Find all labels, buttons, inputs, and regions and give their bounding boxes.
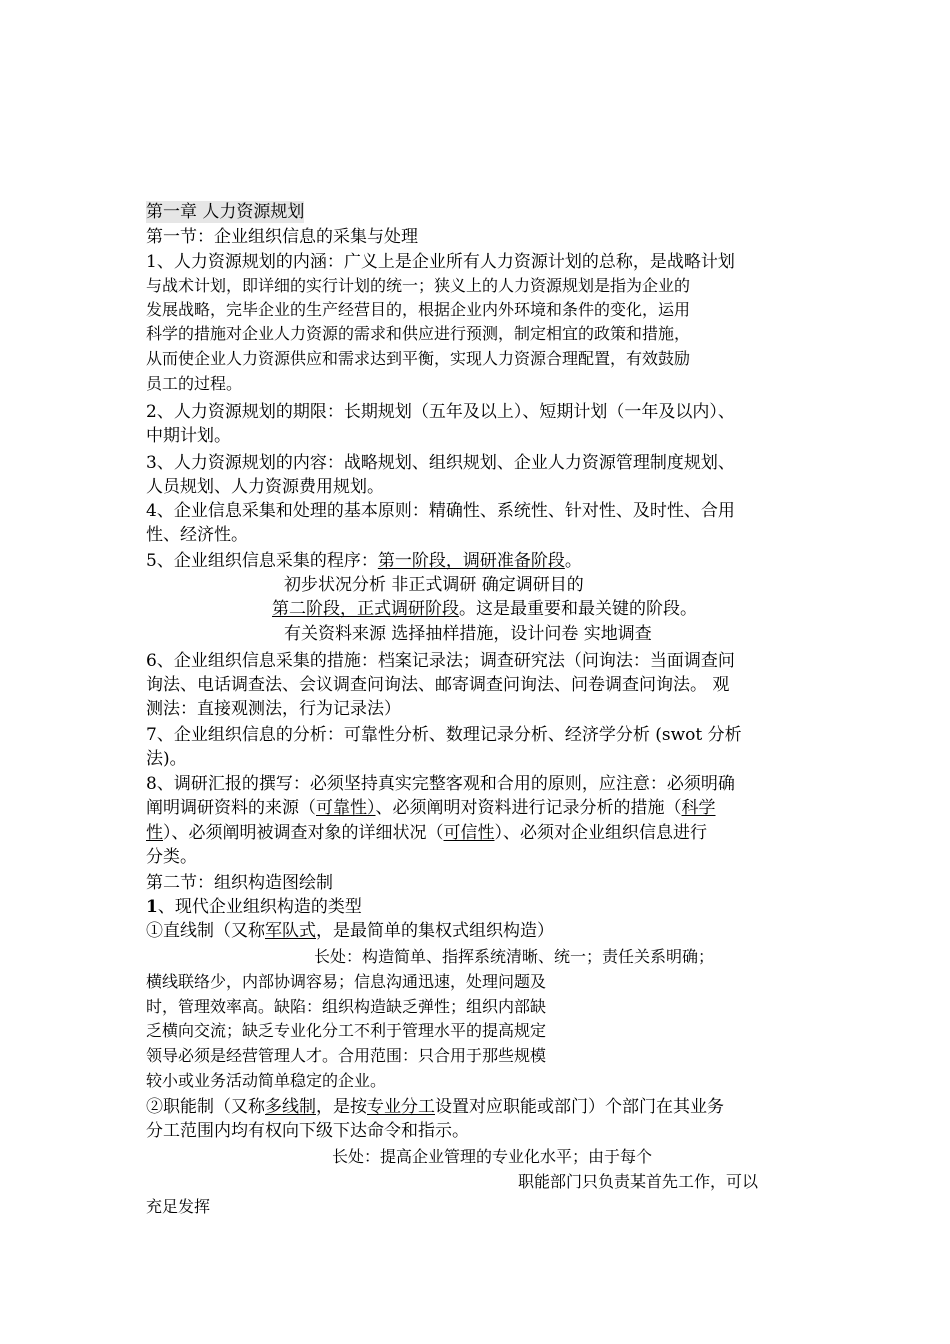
paragraph-line: 较小或业务活动简单稳定的企业。 (146, 1071, 387, 1090)
chapter-title: 第一章 人力资源规划 (146, 202, 305, 222)
paragraph-line: 员工的过程。 (146, 374, 243, 393)
number: 1 (146, 897, 158, 917)
paragraph-line: 从而使企业人力资源供应和需求达到平衡，实现人力资源合理配置，有效鼓励 (146, 349, 691, 368)
paragraph-line: 7、企业组织信息的分析：可靠性分析、数理记录分析、经济学分析 (swot 分析 (146, 725, 742, 745)
paragraph-line: 乏横向交流；缺乏专业化分工不利于管理水平的提高规定 (146, 1021, 547, 1040)
text: 5、企业组织信息采集的程序： (146, 551, 378, 571)
text: ）、必须阐明被调查对象的详细状况（ (163, 823, 444, 843)
underlined-text: 性 (146, 823, 163, 843)
paragraph-line: 中期计划。 (146, 426, 231, 446)
list-item-title (146, 920, 554, 942)
paragraph-line: 3、人力资源规划的内容：战略规划、组织规划、企业人力资源管理制度规划、 (146, 453, 735, 473)
paragraph-line: 性、经济性。 (146, 525, 248, 545)
paragraph-line: 领导必须是经营管理人才。合用范围：只合用于那些规模 (146, 1046, 547, 1065)
paragraph-line: 发展战略，完毕企业的生产经营目的，根据企业内外环境和条件的变化，运用 (146, 300, 691, 319)
text: ①直线制（又称 (146, 921, 265, 941)
stage-steps: 有关资料来源 选择抽样措施，设计问卷 实地调查 (284, 624, 652, 644)
text: ）、必须对企业组织信息进行 (494, 823, 707, 843)
underlined-text: 科学 (681, 798, 716, 818)
paragraph-line (146, 822, 707, 844)
list-item-title (146, 1096, 724, 1118)
paragraph-line: 人员规划、人力资源费用规划。 (146, 477, 384, 497)
paragraph-line: 分类。 (146, 847, 197, 867)
paragraph-line: 横线联络少，内部协调容易；信息沟通迅速，处理问题及 (146, 972, 547, 991)
paragraph-line: 6、企业组织信息采集的措施：档案记录法；调查研究法（问询法：当面调查问 (146, 651, 735, 671)
paragraph-line: 2、人力资源规划的期限：长期规划（五年及以上）、短期计划（一年及以内）、 (146, 402, 735, 422)
underlined-text: 专业分工 (367, 1097, 435, 1117)
underlined-text: 军队式 (265, 921, 316, 941)
text: ②职能制（又称 (146, 1097, 265, 1117)
text: 设置对应职能或部门）个部门在其业务 (435, 1097, 724, 1117)
text: ，是最简单的集权式组织构造） (316, 921, 554, 941)
section-title: 第一节：企业组织信息的采集与处理 (146, 227, 418, 247)
paragraph-line: 长处：提高企业管理的专业化水平；由于每个 (332, 1147, 653, 1166)
underlined-text: 可靠性） (316, 798, 376, 818)
text: 、现代企业组织构造的类型 (157, 897, 362, 917)
text: 阐明调研资料的来源（ (146, 798, 316, 818)
paragraph-line (272, 598, 697, 620)
underlined-text: 多线制 (265, 1097, 316, 1117)
paragraph-line: 1、人力资源规划的内涵：广义上是企业所有人力资源计划的总称，是战略计划 (146, 252, 735, 272)
paragraph-line: 与战术计划，即详细的实行计划的统一；狭义上的人力资源规划是指为企业的 (146, 276, 691, 295)
text: 、必须阐明对资料进行记录分析的措施（ (375, 798, 682, 818)
underlined-text: 第一阶段，调研准备阶段 (377, 551, 565, 571)
paragraph-line: 职能部门只负责某首先工作，可以 (518, 1172, 759, 1191)
stage-steps: 初步状况分析 非正式调研 确定调研目的 (284, 575, 584, 595)
paragraph-line (146, 797, 716, 819)
underlined-text: 可信性 (443, 823, 495, 843)
text: 。这是最重要和最关键的阶段。 (459, 599, 697, 619)
paragraph-line: 4、企业信息采集和处理的基本原则：精确性、系统性、针对性、及时性、合用 (146, 501, 735, 521)
text: ，是按 (316, 1097, 367, 1117)
subsection-title (146, 896, 362, 918)
underlined-text: 第二阶段，正式调研阶段 (272, 599, 459, 619)
paragraph-line: 询法、电话调查法、会议调查问询法、邮寄调查问询法、问卷调查问询法。 观 (146, 675, 730, 695)
paragraph-line: 分工范围内均有权向下级下达命令和指示。 (146, 1121, 469, 1141)
paragraph-line: 长处：构造简单、指挥系统清晰、统一；责任关系明确； (314, 947, 715, 966)
paragraph-line (146, 550, 582, 572)
paragraph-line: 时，管理效率高。缺陷：组织构造缺乏弹性；组织内部缺 (146, 997, 547, 1016)
paragraph-line: 充足发挥 (146, 1197, 211, 1216)
paragraph-line: 科学的措施对企业人力资源的需求和供应进行预测，制定相宜的政策和措施， (146, 324, 691, 343)
paragraph-line: 8、调研汇报的撰写：必须坚持真实完整客观和合用的原则，应注意：必须明确 (146, 774, 735, 794)
section-title: 第二节：组织构造图绘制 (146, 873, 333, 893)
text: 。 (564, 551, 582, 571)
paragraph-line: 测法：直接观测法，行为记录法） (146, 699, 401, 719)
paragraph-line: 法)。 (146, 749, 187, 769)
